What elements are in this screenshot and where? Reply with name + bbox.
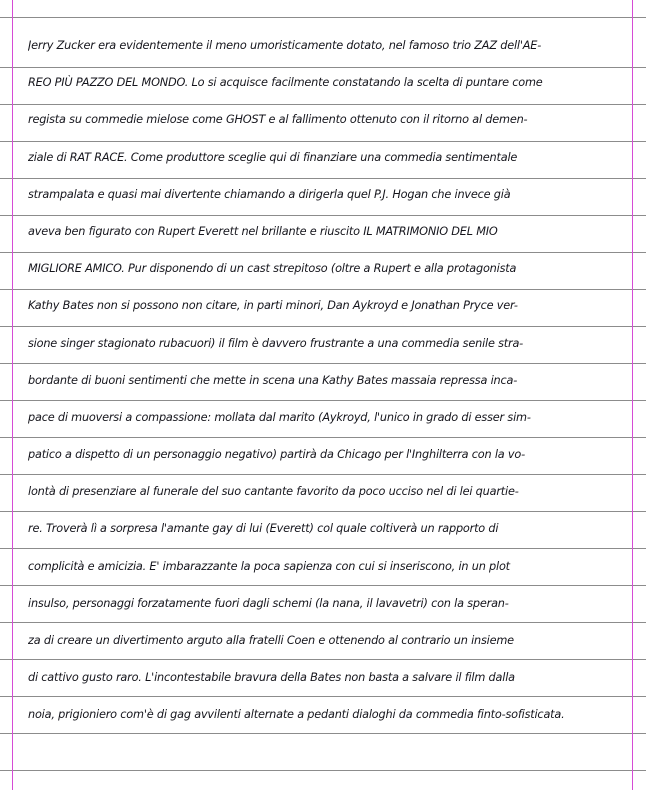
text-line: Kathy Bates non si possono non citare, in parti minori, Dan Aykroyd e Jonathan Pryce ver-	[28, 299, 518, 313]
text-line: bordante di buoni sentimenti che mette in scena una Kathy Bates massaia repressa inca-	[28, 373, 518, 387]
text-line: sione singer stagionato rubacuori) il film è davvero frustrante a una commedia senile stra-	[28, 336, 524, 350]
text-line: za di creare un divertimento arguto alla fratelli Coen e ottenendo al contrario un insieme	[28, 634, 514, 647]
text-line: Jerry Zucker era evidentemente il meno umoristicamente dotato, nel famoso trio ZAZ dell'AE-	[28, 39, 542, 52]
text-line: re. Troverà lì a sorpresa l'amante gay di lui (Everett) col quale coltiverà un rapporto di	[28, 522, 499, 536]
text-line: noia, prigioniero com'è di gag avvilenti alternate a pedanti dialoghi da commedia finto-sofisticata.	[28, 708, 565, 722]
text-line: aveva ben figurato con Rupert Everett nel brillante e riuscito IL MATRIMONIO DEL MIO	[28, 224, 498, 238]
text-line: patico a dispetto di un personaggio negativo) partirà da Chicago per l'Inghilterra con la vo-	[28, 448, 525, 462]
handwritten-text	[28, 27, 624, 734]
left-margin-line	[12, 0, 13, 790]
text-line: lontà di presenziare al funerale del suo cantante favorito da poco ucciso nel di lei quartie-	[28, 485, 519, 499]
right-margin-line	[632, 0, 633, 790]
text-line: MIGLIORE AMICO. Pur disponendo di un cast strepitoso (oltre a Rupert e alla protagonista	[28, 262, 517, 276]
text-line: complicità e amicizia. E' imbarazzante la poca sapienza con cui si inseriscono, in un plot	[28, 559, 510, 573]
text-line: insulso, personaggi forzatamente fuori dagli schemi (la nana, il lavavetri) con la speran-	[28, 596, 509, 610]
text-line: pace di muoversi a compassione: mollata dal marito (Aykroyd, l'unico in grado di esser sim-	[28, 410, 531, 424]
text-line: REO PIÙ PAZZO DEL MONDO. Lo si acquisce facilmente constatando la scelta di puntare come	[28, 76, 543, 90]
text-line: di cattivo gusto raro. L'incontestabile bravura della Bates non basta a salvare il film dalla	[28, 671, 515, 685]
text-line: strampalata e quasi mai divertente chiamando a dirigerla quel P.J. Hogan che invece già	[28, 187, 511, 201]
text-line: regista su commedie mielose come GHOST e al fallimento ottenuto con il ritorno al demen-	[28, 113, 528, 127]
text-line: ziale di RAT RACE. Come produttore sceglie qui di finanziare una commedia sentimentale	[28, 150, 518, 164]
